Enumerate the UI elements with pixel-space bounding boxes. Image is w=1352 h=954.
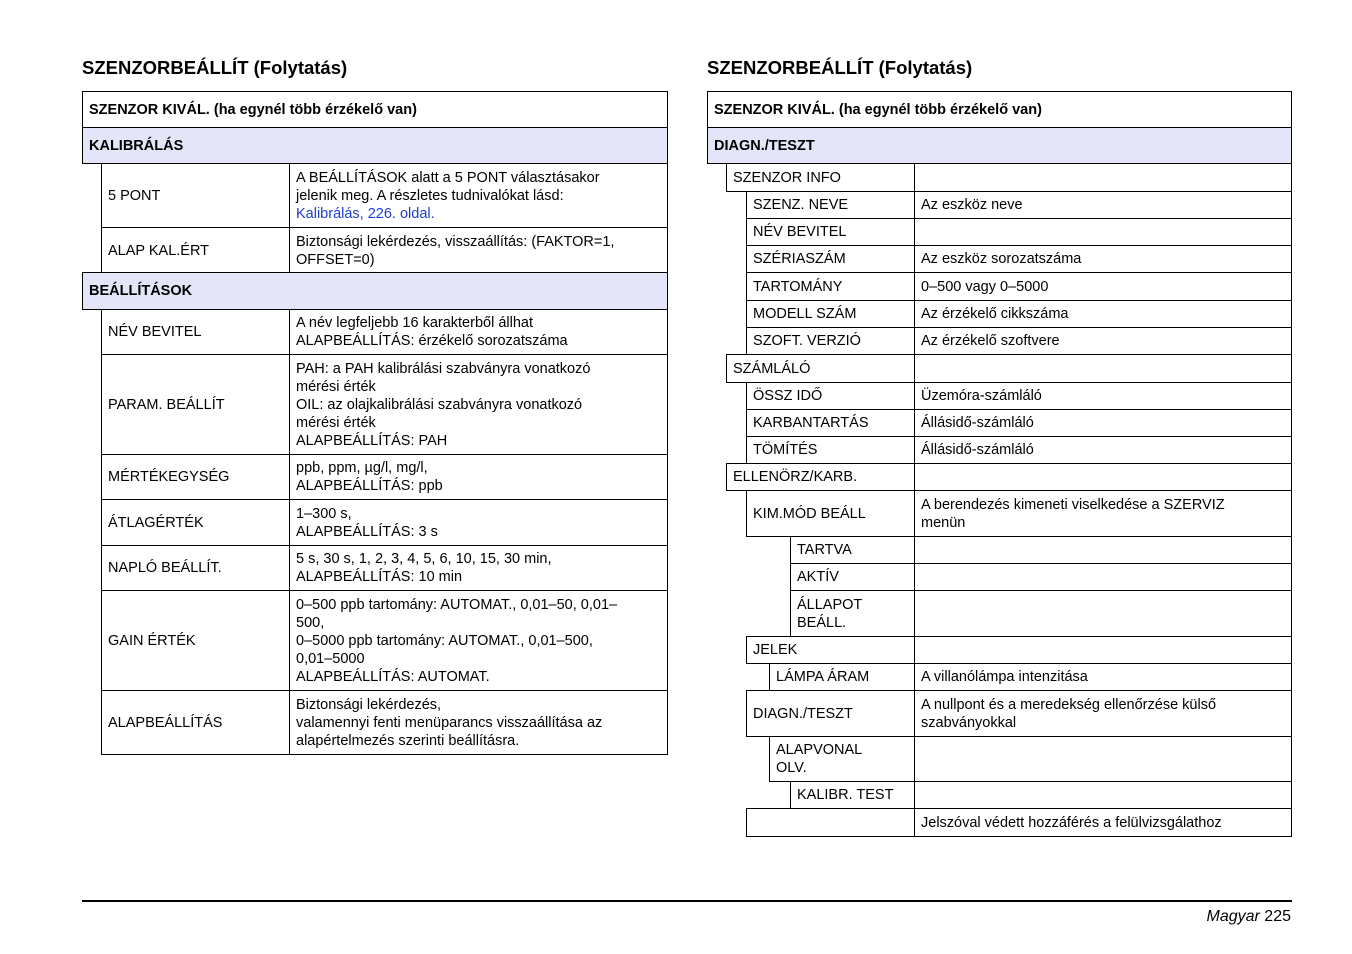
right-table-header: SZENZOR KIVÁL. (ha egynél több érzékelő van) — [707, 91, 1292, 128]
menu-item-label: JELEK — [746, 636, 915, 664]
section-beallitasok: BEÁLLÍTÁSOK — [82, 272, 668, 310]
footer-page-number: 225 — [1264, 908, 1291, 925]
menu-item-description — [914, 354, 1292, 383]
menu-item-label: SZENZ. NEVE — [746, 191, 915, 219]
menu-item-label: SZENZOR INFO — [726, 163, 915, 192]
menu-item-label: 5 PONT — [101, 163, 290, 228]
menu-item-label: ALAP KAL.ÉRT — [101, 227, 290, 274]
menu-item-label: SZÁMLÁLÓ — [726, 354, 915, 383]
menu-item-description: A nullpont és a meredekség ellenőrzése külső szabványokkal — [914, 690, 1292, 737]
menu-item-label: PARAM. BEÁLLÍT — [101, 354, 290, 455]
menu-item-label: ÁLLAPOT BEÁLL. — [790, 590, 915, 637]
menu-item-label: TARTVA — [790, 536, 915, 564]
menu-item-description — [914, 563, 1292, 591]
menu-item-label: SZOFT. VERZIÓ — [746, 327, 915, 355]
section-kalibralas: KALIBRÁLÁS — [82, 127, 668, 164]
menu-item-label: DIAGN./TESZT — [746, 690, 915, 737]
menu-item-label: NÉV BEVITEL — [101, 309, 290, 355]
menu-item-description — [914, 463, 1292, 491]
menu-item-description: A név legfeljebb 16 karakterből állhat ALAPBEÁLLÍTÁS: érzékelő sorozatszáma — [289, 309, 668, 355]
menu-item-label: AKTÍV — [790, 563, 915, 591]
menu-item-description: A berendezés kimeneti viselkedése a SZERVIZ menün — [914, 490, 1292, 537]
menu-item-description — [914, 218, 1292, 246]
menu-item-label: GAIN ÉRTÉK — [101, 590, 290, 691]
menu-item-description — [914, 781, 1292, 809]
menu-item-description — [914, 590, 1292, 637]
page-footer — [1206, 908, 1291, 926]
menu-item-description — [289, 163, 668, 228]
menu-item-label: TARTOMÁNY — [746, 272, 915, 301]
footer-language: Magyar — [1206, 908, 1260, 925]
menu-item-label: KALIBR. TEST — [790, 781, 915, 809]
right-page-title: SZENZORBEÁLLÍT (Folytatás) — [707, 57, 973, 78]
menu-item-label: ÖSSZ IDŐ — [746, 382, 915, 410]
menu-item-label: LÁMPA ÁRAM — [769, 663, 915, 691]
menu-item-description: A villanólámpa intenzitása — [914, 663, 1292, 691]
description-text: Biztonsági lekérdezés, visszaállítás: (FAKTOR=1, OFFSET=0) — [296, 233, 615, 268]
menu-item-description — [914, 736, 1292, 782]
menu-item-description — [914, 636, 1292, 664]
menu-item-label: KARBANTARTÁS — [746, 409, 915, 437]
menu-item-description: 5 s, 30 s, 1, 2, 3, 4, 5, 6, 10, 15, 30 min, ALAPBEÁLLÍTÁS: 10 min — [289, 545, 668, 591]
menu-item-description: Az eszköz neve — [914, 191, 1292, 219]
menu-item-label: MÉRTÉKEGYSÉG — [101, 454, 290, 500]
menu-item-description: 0–500 ppb tartomány: AUTOMAT., 0,01–50, 0,01– 500, 0–5000 ppb tartomány: AUTOMAT., 0,01–500, 0,01–5000 ALAPBEÁLLÍTÁS: AUTOMAT. — [289, 590, 668, 691]
menu-item-description: Állásidő-számláló — [914, 436, 1292, 464]
menu-item-label: ÁTLAGÉRTÉK — [101, 499, 290, 546]
menu-item-label: NAPLÓ BEÁLLÍT. — [101, 545, 290, 591]
menu-item-description: Állásidő-számláló — [914, 409, 1292, 437]
description-text: A BEÁLLÍTÁSOK alatt a 5 PONT választásakor jelenik meg. A részletes tudnivalókat lásd: — [296, 169, 600, 204]
menu-item-label — [746, 808, 915, 837]
menu-item-label: TÖMÍTÉS — [746, 436, 915, 464]
menu-item-label: KIM.MÓD BEÁLL — [746, 490, 915, 537]
menu-item-description: Biztonsági lekérdezés, valamennyi fenti menüparancs visszaállítása az alapértelmezés szerinti beállításra. — [289, 690, 668, 755]
menu-item-label: NÉV BEVITEL — [746, 218, 915, 246]
menu-item-label: MODELL SZÁM — [746, 300, 915, 328]
menu-item-description: ppb, ppm, µg/l, mg/l, ALAPBEÁLLÍTÁS: ppb — [289, 454, 668, 500]
menu-item-description: PAH: a PAH kalibrálási szabványra vonatkozó mérési érték OIL: az olajkalibrálási szabványra vonatkozó mérési érték ALAPBEÁLLÍTÁS: PAH — [289, 354, 668, 455]
calibration-page-link[interactable]: Kalibrálás, 226. oldal. — [296, 205, 435, 222]
menu-item-label: ALAPBEÁLLÍTÁS — [101, 690, 290, 755]
menu-item-label: SZÉRIASZÁM — [746, 245, 915, 273]
menu-item-label: ELLENÖRZ/KARB. — [726, 463, 915, 491]
menu-item-description: Az eszköz sorozatszáma — [914, 245, 1292, 273]
menu-item-description: Az érzékelő szoftvere — [914, 327, 1292, 355]
menu-item-label: ALAPVONAL OLV. — [769, 736, 915, 782]
menu-item-description — [914, 163, 1292, 192]
menu-item-description: Üzemóra-számláló — [914, 382, 1292, 410]
menu-item-description — [289, 227, 668, 274]
menu-item-description: Jelszóval védett hozzáférés a felülvizsgálathoz — [914, 808, 1292, 837]
footer-rule — [82, 900, 1292, 902]
menu-item-description: 0–500 vagy 0–5000 — [914, 272, 1292, 301]
menu-item-description: 1–300 s, ALAPBEÁLLÍTÁS: 3 s — [289, 499, 668, 546]
left-table-header: SZENZOR KIVÁL. (ha egynél több érzékelő van) — [82, 91, 668, 128]
left-page-title: SZENZORBEÁLLÍT (Folytatás) — [82, 57, 348, 78]
section-diagn-teszt: DIAGN./TESZT — [707, 127, 1292, 164]
menu-item-description: Az érzékelő cikkszáma — [914, 300, 1292, 328]
menu-item-description — [914, 536, 1292, 564]
